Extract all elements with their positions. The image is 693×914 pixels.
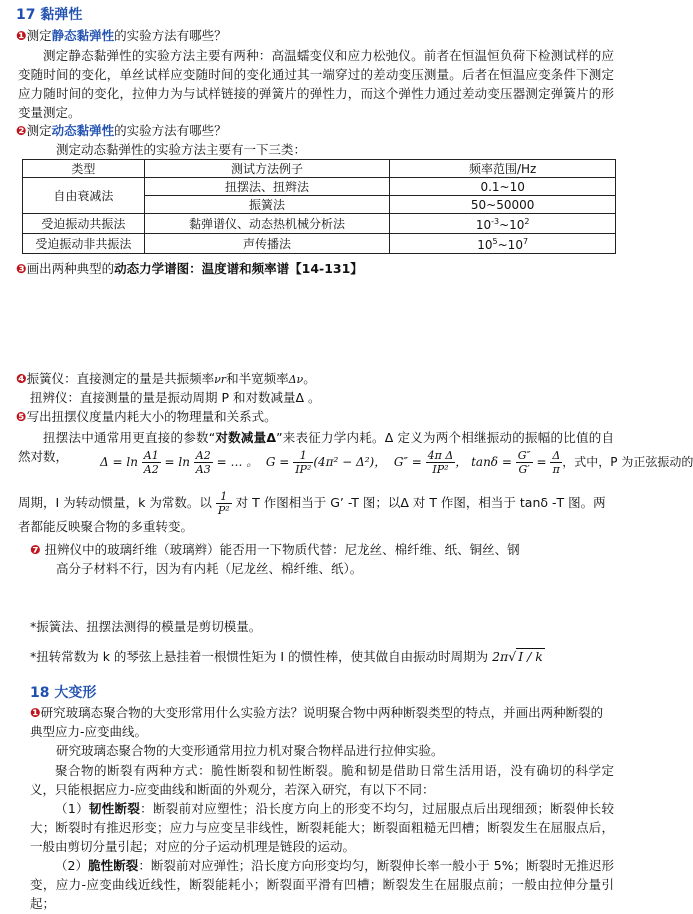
number-marker: ❼: [30, 542, 41, 557]
table-cell: 受迫振动非共振法: [23, 234, 145, 254]
table-header: 测试方法例子: [144, 160, 390, 178]
question-5: ❺写出扭摆仪度量内耗大小的物理量和关系式。: [16, 409, 277, 424]
table-cell: $10^5\sim 10^7$: [390, 234, 616, 254]
section-title: 黏弹性: [40, 7, 83, 23]
table-row: [23, 214, 616, 234]
section-title: 大变形: [54, 685, 97, 701]
table-header: 频率范围/Hz: [390, 160, 616, 178]
table-cell: 黏弹谱仪、动态热机械分析法: [144, 214, 390, 234]
table-cell: 声传播法: [144, 234, 390, 254]
number-marker: ❺: [16, 409, 27, 424]
table-cell: 振簧法: [144, 196, 390, 214]
s18-answer-2: 聚合物的断裂有两种方式：脆性断裂和韧性断裂。脆和韧是借助日常生活用语，没有确切的科学定义，只能根据应力-应变曲线和断面的外观分，若深入研究，有以下不同：: [30, 763, 614, 797]
section-18-heading: [30, 684, 96, 702]
table-header: 类型: [23, 160, 145, 178]
torsion-braid-line: 扭辨仪：直接测量的量是振动周期 P 和对数减量Δ 。: [30, 390, 321, 405]
section-17-heading: [16, 6, 82, 24]
ductile-fracture-item: （1）韧性断裂：断裂前对应塑性；沿长度方向上的形变不均匀，过屈服点后出现细颈；断裂伸长较大；断裂时有推迟形变；应力与应变呈非线性，断裂耗能大；断裂面粗糙无凹槽；断裂发生在屈服点后，一般由剪切分量引起；对应的分子运动机理是链段的运动。: [30, 801, 614, 854]
section-number: 17: [16, 7, 36, 23]
s18-question-1-cont: 典型应力-应变曲线。: [30, 724, 148, 739]
period-formula: 2π√ I / k: [492, 649, 543, 664]
table-cell: 自由衰减法: [23, 178, 145, 214]
number-marker: ❸: [16, 261, 27, 276]
logarithmic-decrement-formula: Δ = ln $\frac{A1}{A2}$ = ln $\frac{A2}{A3}$ = … 。 G = $\frac{1}{\text{IP²}}$ (4π² − Δ²)， G″ = $\frac{\text{4π Δ}}{\text{IP²}}$ ， tanδ = $\frac{G''}{G'}$ = $\frac{\Delta}{\pi}$ ，式中，P 为正弦振动的: [100, 449, 693, 476]
question-2: ❷测定动态黏弹性的实验方法有哪些？: [16, 123, 227, 138]
note-shear-modulus: *振簧法、扭摆法测得的模量是剪切模量。: [30, 619, 262, 634]
question-1: ❶测定静态黏弹性的实验方法有哪些？: [16, 28, 227, 43]
table-header-row: [23, 160, 616, 178]
q5-line-end: 者都能反映聚合物的多重转变。: [18, 519, 194, 534]
s18-question-1: ❶研究玻璃态聚合物的大变形常用什么实验方法？说明聚合物中两种断裂类型的特点，并画出两种断裂的: [30, 705, 604, 720]
section-number: 18: [30, 685, 50, 701]
brittle-fracture-item: （2）脆性断裂：断裂前对应弹性；沿长度方向形变均匀，断裂伸长率一般小于 5%；断裂时无推迟形变，应力-应变曲线近线性，断裂能耗小；断裂面平滑有凹槽；断裂发生在屈服点前；一般由拉伸分量引起；: [30, 858, 614, 911]
table-row: [23, 234, 616, 254]
table-intro: 测定动态黏弹性的实验方法主要有一下三类：: [56, 142, 307, 157]
q5-line-period: 周期，I 为转动惯量，k 为常数。以 $\frac{1}{\text{P²}}$ 对 T 作图相当于 G’ -T 图；以Δ 对 T 作图，相当于 tanδ -T 图。两: [18, 490, 606, 517]
table-row: [23, 178, 616, 196]
table-cell: $10^{-3}\sim 10^2$: [390, 214, 616, 234]
table-cell: 0.1~10: [390, 178, 616, 196]
table-cell: 受迫振动共振法: [23, 214, 145, 234]
answer-paragraph: 测定静态黏弹性的实验方法主要有两种：高温蠕变仪和应力松弛仪。前者在恒温恒负荷下检测试样的应变随时间的变化，单丝试样应变随时间的变化通过其一端穿过的差动变压测量。后者在恒温应变条件下测定应力随时间的变化，拉伸力为与试样链接的弹簧片的弹性力，而这个弹性力通过差动变压器测定弹簧片的形变量测定。: [18, 48, 614, 120]
number-marker: ❶: [30, 705, 41, 720]
number-marker: ❶: [16, 28, 27, 43]
number-marker: ❷: [16, 123, 27, 138]
note-torsion-period: *扭转常数为 k 的琴弦上悬挂着一根惯性矩为 I 的惯性棒，使其做自由振动时周期为 2π√ I / k: [30, 649, 543, 664]
s18-answer-1: 研究玻璃态聚合物的大变形通常用拉力机对聚合物样品进行拉伸实验。: [56, 743, 444, 758]
q7-answer: 高分子材料不行，因为有内耗（尼龙丝、棉纤维、纸）。: [56, 561, 363, 576]
table-cell: 扭摆法、扭辫法: [144, 178, 390, 196]
answer-paragraph: 扭摆法中通常用更直接的参数“对数减量Δ”来表征力学内耗。Δ 定义为两个相继振动的振幅的比值的自然对数，: [18, 430, 614, 464]
question-3: ❸画出两种典型的动态力学谱图：温度谱和频率谱【14-131】: [16, 261, 363, 276]
number-marker: ❹: [16, 371, 27, 386]
question-7: ❼ 扭辨仪中的玻璃纤维（玻璃辫）能否用一下物质代替：尼龙丝、棉纤维、纸、铜丝、钢: [30, 542, 520, 557]
table-cell: 50~50000: [390, 196, 616, 214]
question-4: ❹振簧仪：直接测定的量是共振频率νr和半宽频率Δν。: [16, 371, 316, 386]
methods-table: [22, 159, 616, 254]
